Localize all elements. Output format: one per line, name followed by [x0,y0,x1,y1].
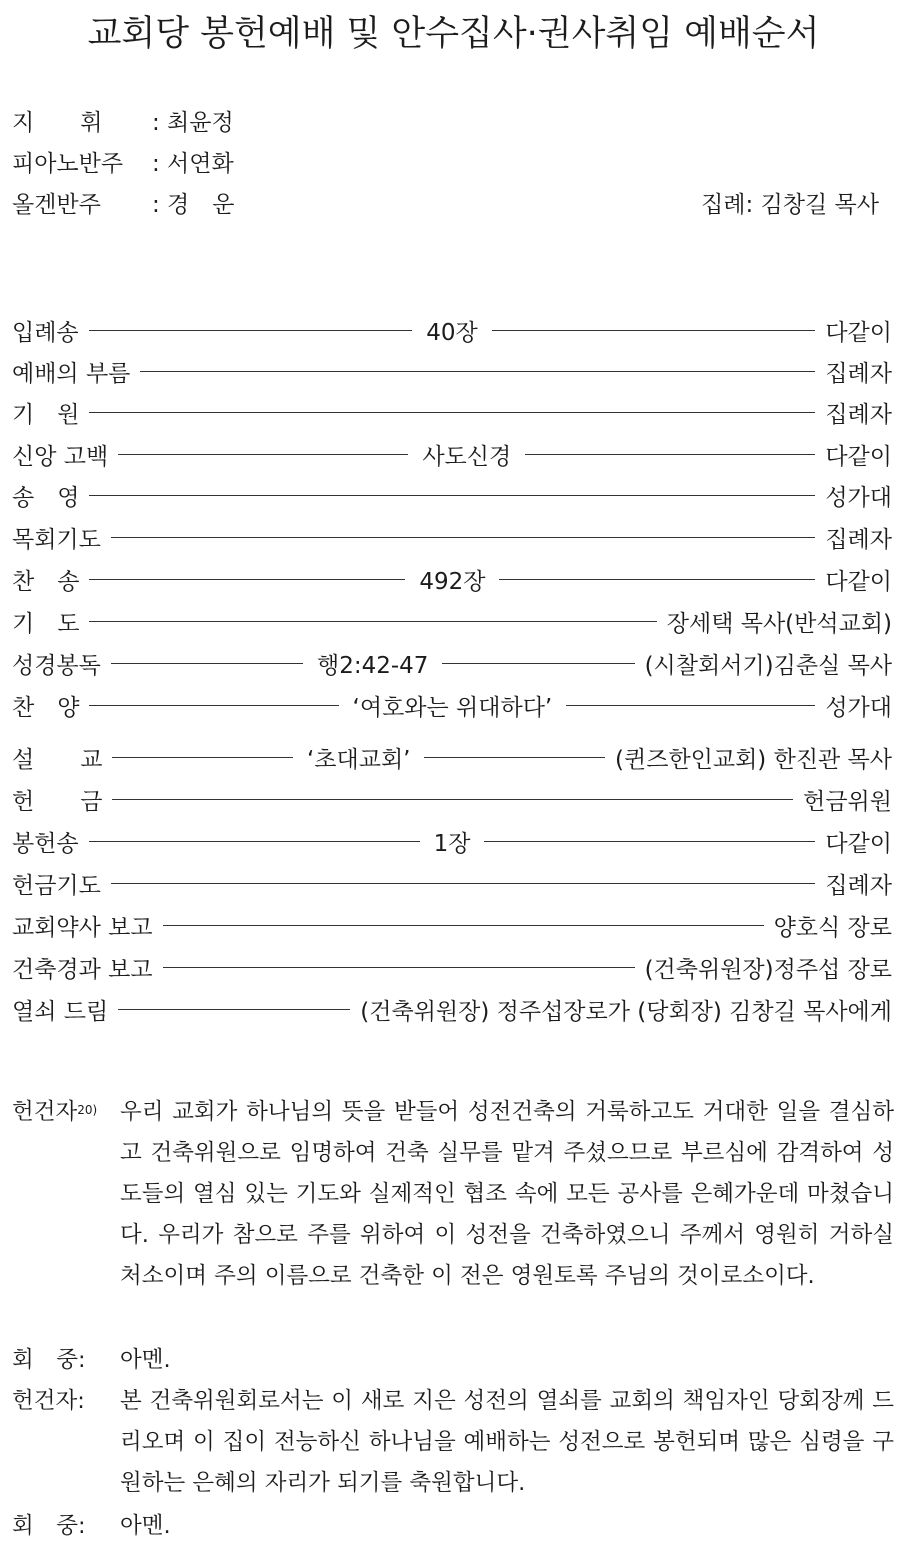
leader-line [492,330,816,331]
leader-line [89,330,413,331]
leader-line [163,967,635,968]
response-text: 본 건축위원회로서는 이 새로 지은 성전의 열쇠를 교회의 책임자인 당회장께 드리오며 이 집이 전능하신 하나님을 예배하는 성전으로 봉헌되며 많은 심령을 구원하는 은혜의 자리가 되기를 축원합니다. [120,1388,894,1496]
staff-role: 피아노반주 [12,151,124,177]
leader-line [118,1009,350,1010]
order-leader: 집례자 [825,872,892,899]
order-leader: 다같이 [825,568,892,595]
order-item: 목회기도 [12,526,101,553]
order-row [12,950,892,984]
staff-role: 지 휘 [12,110,103,136]
response-text: 아멘. [120,1513,171,1539]
order-item: 기 도 [12,610,80,637]
order-item: 찬 양 [12,694,80,721]
order-detail: 492장 [419,568,486,595]
leader-line [89,705,338,706]
order-row [12,688,892,722]
order-leader: 다같이 [825,443,892,470]
leader-line [112,799,793,800]
order-detail: ‘여호와는 위대하다’ [352,694,553,721]
order-item: 건축경과 보고 [12,956,153,983]
staff-organ [12,186,235,219]
order-detail: ‘초대교회’ [306,746,411,773]
order-leader: 집례자 [825,526,892,553]
response-congregation-1 [12,1340,894,1381]
leader-line [140,371,815,372]
order-detail: 40장 [426,319,478,346]
leader-line [484,841,815,842]
leader-line [89,579,405,580]
order-item: 신앙 고백 [12,443,109,470]
order-row [12,740,892,774]
order-detail: 사도신경 [422,443,512,470]
staff-name: : 서연화 [152,151,234,177]
order-leader: 다같이 [825,319,892,346]
order-detail: 행2:42-47 [317,652,429,679]
order-leader: 집례자 [825,401,892,428]
order-row [12,395,892,429]
leader-line [566,705,815,706]
order-row [12,992,892,1026]
leader-line [442,663,634,664]
order-row [12,908,892,942]
order-leader: 성가대 [825,694,892,721]
speaker-label: 회 중: [12,1347,86,1373]
leader-line [111,883,815,884]
order-leader: 집례자 [825,360,892,387]
speaker-label: 헌건자: [12,1388,85,1414]
officiant: 집례: 김창길 목사 [701,192,879,218]
leader-line [111,663,303,664]
leader-line [111,537,815,538]
order-item: 설 교 [12,746,103,773]
leader-line [118,454,408,455]
order-leader: 헌금위원 [803,788,892,815]
order-row [12,562,892,596]
order-item: 교회약사 보고 [12,914,153,941]
leader-line [89,621,656,622]
order-row [12,604,892,638]
staff-conductor [12,104,234,137]
leader-line [163,925,764,926]
response-congregation-2 [12,1506,894,1547]
order-row [12,866,892,900]
response-dedicator-1 [12,1092,894,1297]
response-dedicator-2 [12,1381,894,1504]
order-item: 예배의 부름 [12,360,131,387]
order-item: 헌 금 [12,788,103,815]
order-row [12,824,892,858]
order-leader: (시찰회서기)김춘실 목사 [644,652,892,679]
order-leader: 성가대 [825,484,892,511]
footnote-marker: 20) [77,1103,98,1117]
order-leader: (건축위원장)정주섭 장로 [644,956,892,983]
leader-line [112,757,293,758]
staff-name: : 경 운 [152,192,235,218]
order-item: 송 영 [12,484,80,511]
order-leader: (퀸즈한인교회) 한진관 목사 [615,746,892,773]
order-row [12,313,892,347]
order-item: 기 원 [12,401,80,428]
order-item: 성경봉독 [12,652,101,679]
order-leader: 다같이 [825,830,893,857]
leader-line [89,841,420,842]
order-row [12,520,892,554]
page-title: 교회당 봉헌예배 및 안수집사·권사취임 예배순서 [87,14,820,54]
response-text: 아멘. [120,1347,171,1373]
order-item: 봉헌송 [12,830,79,857]
order-item: 입례송 [12,319,79,346]
order-leader: (건축위원장) 정주섭장로가 (당회장) 김창길 목사에게 [360,998,892,1025]
order-row [12,782,892,816]
order-item: 헌금기도 [12,872,101,899]
leader-line [424,757,605,758]
staff-piano [12,145,234,178]
leader-line [89,495,815,496]
speaker-label: 회 중: [12,1513,86,1539]
response-text: 우리 교회가 하나님의 뜻을 받들어 성전건축의 거룩하고도 거대한 일을 결심하고 건축위원으로 임명하여 건축 실무를 맡겨 주셨으므로 부르심에 감격하여 성도들의 열심 있는 기도와 실제적인 협조 속에 모든 공사를 은혜가운데 마쳤습니다. 우리가 참으로 주를 위하여 이 성전을 건축하였으니 주께서 영원히 거하실 처소이며 주의 이름으로 건축한 이 전은 영원토록 주님의 것이로소이다. [120,1099,894,1289]
leader-line [89,412,815,413]
order-item: 찬 송 [12,568,80,595]
leader-line [499,579,815,580]
staff-role: 올겐반주 [12,192,101,218]
order-detail: 1장 [433,830,471,857]
order-row [12,437,892,471]
order-row [12,354,892,388]
speaker-label: 헌건자$^{20)}$ [12,1099,98,1125]
order-leader: 양호식 장로 [773,914,892,941]
leader-line [525,454,815,455]
staff-name: : 최윤정 [152,110,234,136]
order-item: 열쇠 드림 [12,998,109,1025]
order-row [12,478,892,512]
order-row [12,646,892,680]
order-leader: 장세택 목사(반석교회) [666,610,892,637]
